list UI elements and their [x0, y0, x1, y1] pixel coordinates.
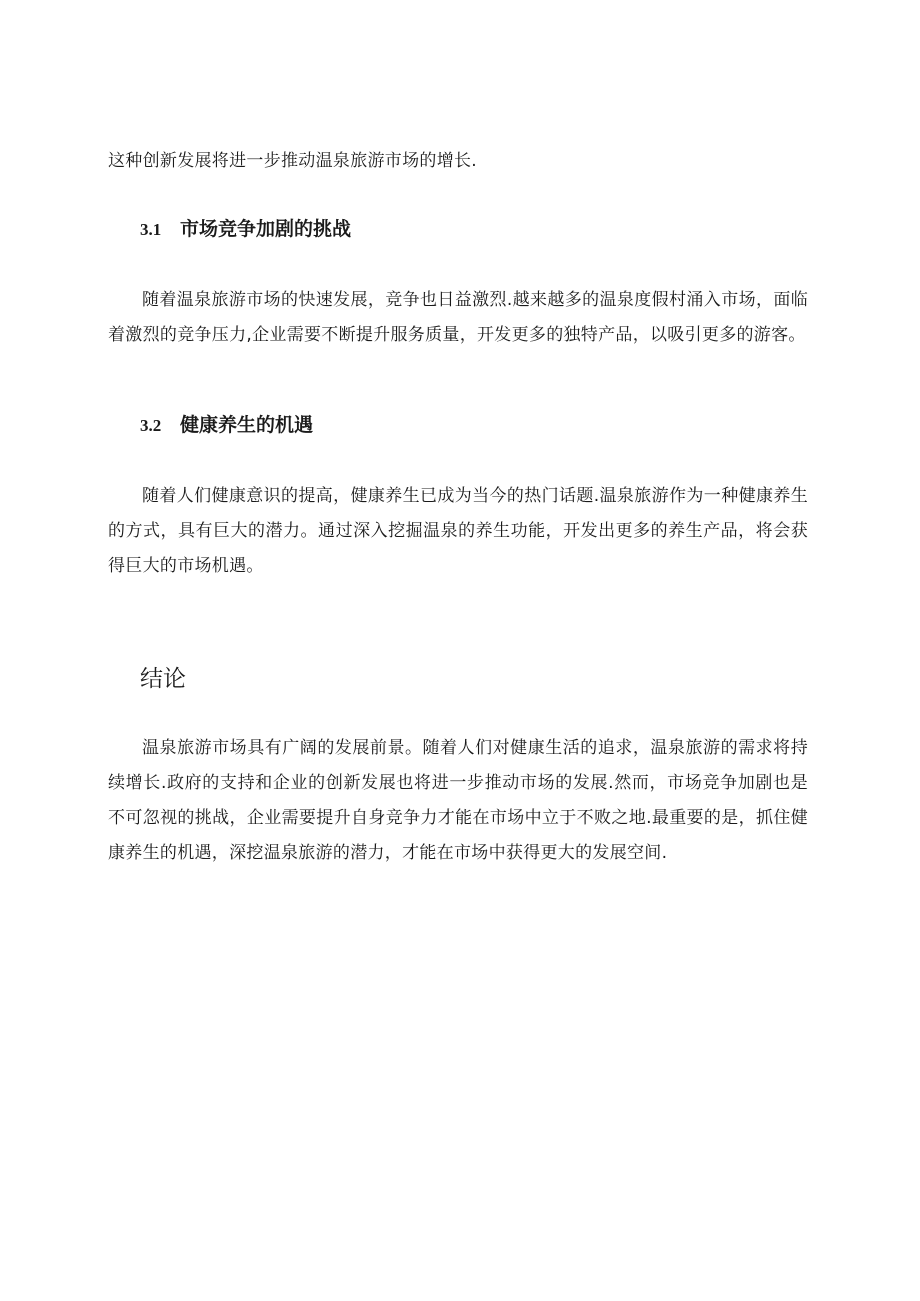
section-3-1-title: 市场竞争加剧的挑战 [180, 218, 352, 240]
conclusion-paragraph: 温泉旅游市场具有广阔的发展前景。随着人们对健康生活的追求，温泉旅游的需求将持续增长.政府的支持和企业的创新发展也将进一步推动市场的发展.然而，市场竞争加剧也是不可忽视的挑战，企业需要提升自身竞争力才能在市场中立于不败之地.最重要的是，抓住健康养生的机遇，深挖温泉旅游的潜力，才能在市场中获得更大的发展空间. [108, 738, 808, 863]
section-3-1-number: 3.1 [140, 220, 162, 239]
section-3-1-paragraph: 随着温泉旅游市场的快速发展，竞争也日益激烈.越来越多的温泉度假村涌入市场，面临着激烈的竞争压力,企业需要不断提升服务质量，开发更多的独特产品，以吸引更多的游客。 [108, 290, 808, 345]
section-3-2-number: 3.2 [140, 416, 162, 435]
conclusion-heading: 结论 [140, 666, 186, 692]
intro-paragraph: 这种创新发展将进一步推动温泉旅游市场的增长. [108, 151, 478, 171]
section-3-2-heading [140, 410, 313, 437]
section-3-1-heading [140, 214, 351, 241]
section-3-2-paragraph: 随着人们健康意识的提高，健康养生已成为当今的热门话题.温泉旅游作为一种健康养生的方式，具有巨大的潜力。通过深入挖掘温泉的养生功能，开发出更多的养生产品，将会获得巨大的市场机遇。 [108, 486, 808, 576]
section-3-2-title: 健康养生的机遇 [180, 414, 314, 436]
